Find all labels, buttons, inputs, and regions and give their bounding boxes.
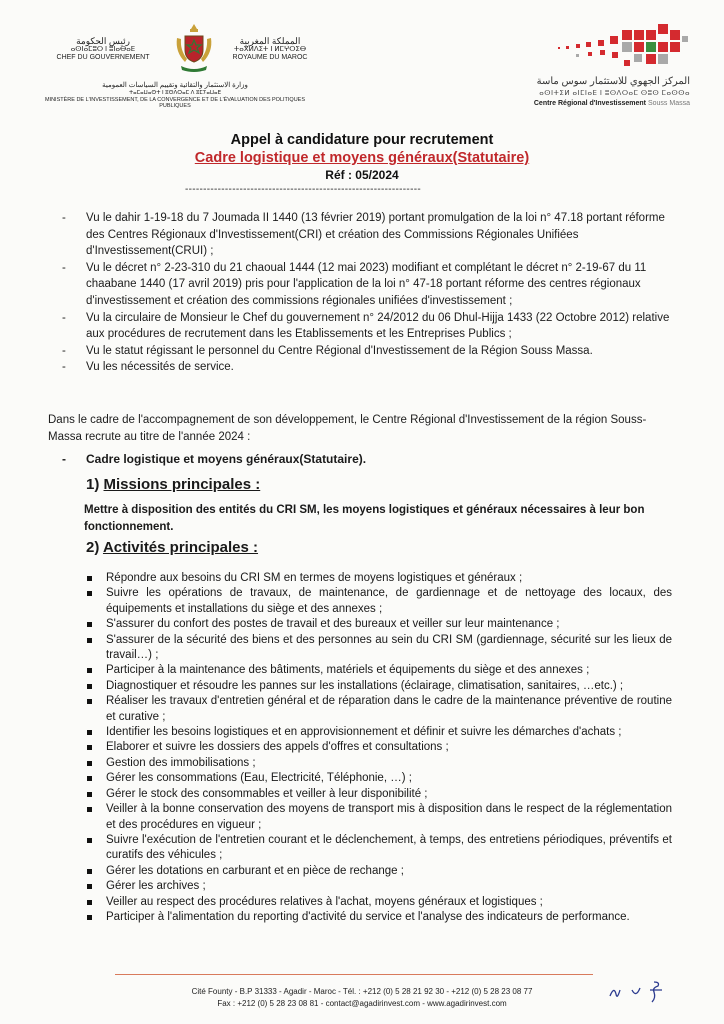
- cri-header: [460, 22, 690, 112]
- footer-contact: Fax : +212 (0) 5 28 23 08 81 - contact@agadirinvest.com - www.agadirinvest.com: [217, 999, 507, 1008]
- chef-label: CHEF DU GOUVERNEMENT: [56, 54, 150, 61]
- list-item: Participer à l'alimentation du reporting d'activité du service et l'analyse des indicateurs de performance.: [86, 910, 672, 925]
- list-item: - Vu le dahir 1-19-18 du 7 Joumada II 1440 (13 février 2019) portant promulgation de la loi n° 47.18 portant réforme des Centres Régionaux d'Investissement(CRI) et création des Commissions Régionales Unifiées d'Investissement(CRUI) ;: [62, 210, 672, 260]
- list-item: Répondre aux besoins du CRI SM en termes de moyens logistiques et généraux ;: [86, 571, 672, 586]
- list-item: Gérer les consommations (Eau, Electricité, Téléphonie, …) ;: [86, 771, 672, 786]
- activities-list: [86, 571, 672, 925]
- list-item: - Vu les nécessités de service.: [62, 359, 672, 376]
- activities-heading: [86, 539, 258, 556]
- position-dash: -: [62, 452, 66, 466]
- missions-num: 1): [86, 476, 100, 493]
- chef-gouvernement-block: [40, 36, 166, 62]
- cri-logo-icon: [540, 22, 690, 72]
- chef-tifinagh: ⴰⵙⵏⴰⵎⵓⵔ ⵏ ⵓⵏⴰⴱⴰⴹ: [70, 46, 136, 53]
- reference: Réf : 05/2024: [325, 168, 399, 182]
- activities-title: Activités principales :: [102, 539, 259, 556]
- chef-arabic: رئيس الحكومة: [76, 36, 130, 46]
- position-label: Cadre logistique et moyens généraux(Statutaire).: [86, 452, 367, 466]
- list-item: Elaborer et suivre les dossiers des appels d'offres et consultations ;: [86, 740, 672, 755]
- list-item: Diagnostiquer et résoudre les pannes sur les installations (éclairage, climatisation, sanitaires, …etc.) ;: [86, 679, 672, 694]
- ministry-arabic: وزارة الاستثمار والتقائية وتقييم السياسات العمومية: [102, 82, 248, 89]
- list-item: Réaliser les travaux d'entretien général et de réparation dans le cadre de la maintenance préventive de routine et curative ;: [86, 694, 672, 725]
- royaume-label: ROYAUME DU MAROC: [232, 54, 308, 61]
- ministry-block: [40, 82, 310, 110]
- list-item: - Vu le décret n° 2-23-310 du 21 chaoual 1444 (12 mai 2023) modifiant et complétant le décret n° 2-19-67 du 11 chaabane 1440 (17 avril 2019) pris pour l'application de la loi n° 47-18 portant réforme des centres régionaux d'investissement et création des commissions régionales unifiées d'investissement ;: [62, 260, 672, 310]
- list-item: Gérer les archives ;: [86, 879, 672, 894]
- list-item: Gérer les dotations en carburant et en pièce de rechange ;: [86, 864, 672, 879]
- intro-paragraph: Dans le cadre de l'accompagnement de son développement, le Centre Régional d'Investissement de la région Souss-Massa recrute au titre de l'année 2024 :: [48, 414, 647, 443]
- legal-references-list: [62, 210, 672, 376]
- royal-emblem-icon: [173, 22, 215, 74]
- list-item: Suivre les opérations de travaux, de maintenance, de gardiennage et de nettoyage des locaux, des équipements et installations du siège et des annexes ;: [86, 586, 672, 617]
- cri-name-label: Centre Régional d'Investissement: [533, 100, 647, 107]
- missions-text: Mettre à disposition des entités du CRI SM, les moyens logistiques et généraux nécessaires à leur bon fonctionnement.: [84, 504, 645, 533]
- footer-divider: [115, 974, 593, 975]
- list-item: - Vu la circulaire de Monsieur le Chef du gouvernement n° 24/2012 du 06 Dhul-Hijja 1433 (22 Octobre 2012) relative aux procédures de recrutement dans les Etablissements et les Entreprises Publics ;: [62, 310, 672, 343]
- list-item: S'assurer de la sécurité des biens et des personnes au sein du CRI SM (gardiennage, sécurité sur les lieux de travail…) ;: [86, 633, 672, 664]
- list-item: Gestion des immobilisations ;: [86, 756, 672, 771]
- cri-region: Souss Massa: [647, 100, 690, 107]
- ministry-label: MINISTÈRE DE L'INVESTISSEMENT, DE LA CONVERGENCE ET DE L'ÉVALUATION DES POLITIQUES PUBLIQUES: [44, 96, 306, 109]
- royaume-arabic: المملكة المغربية: [239, 36, 301, 46]
- list-item: Identifier les besoins logistiques et en approvisionnement et définir et suivre les démarches d'achats ;: [86, 725, 672, 740]
- cri-arabic: المركز الجهوي للاستثمار سوس ماسة: [536, 76, 690, 87]
- list-item: Veiller au respect des procédures relatives à l'achat, moyens généraux et logistiques ;: [86, 895, 672, 910]
- footer-address: Cité Founty - B.P 31333 - Agadir - Maroc - Tél. : +212 (0) 5 28 21 92 30 - +212 (0) 5 28 23 08 77: [191, 987, 533, 996]
- job-title: Cadre logistique et moyens généraux(Statutaire): [194, 150, 530, 166]
- government-header: [40, 22, 340, 112]
- list-item: S'assurer du confort des postes de travail et des bureaux et veiller sur leur maintenance ;: [86, 617, 672, 632]
- initials-signature-icon: [606, 978, 676, 1004]
- list-item: Veiller à la bonne conservation des moyens de transport mis à disposition dans le respect de la réglementation et des procédures en vigueur ;: [86, 802, 672, 833]
- cri-tifinagh: ⴰⵙⵏⵜⵉⵍ ⴰⵏⵎⵏⴰⴹ ⵏ ⵓⵙⴷⵔⴰⵎ ⵙⵓⵙ ⵎⴰⵙⵙⴰ: [539, 90, 690, 97]
- position-heading: [62, 452, 366, 466]
- royaume-block: [220, 36, 320, 62]
- ministry-tifinagh: ⵜⴰⵎⴰⵡⴰⵙⵜ ⵏ ⵓⵙⴷⵔⴰⵎ ⴷ ⵓⵎⵢⴰⵡⴰⴹ: [128, 90, 222, 96]
- list-item: Participer à la maintenance des bâtiments, matériels et équipements du siège et des annexes ;: [86, 663, 672, 678]
- missions-title: Missions principales :: [103, 476, 261, 493]
- royaume-tifinagh: ⵜⴰⴳⵍⴷⵉⵜ ⵏ ⵍⵎⵖⵔⵉⴱ: [233, 46, 307, 53]
- page-title: Appel à candidature pour recrutement: [230, 132, 494, 148]
- activities-num: 2): [86, 539, 100, 556]
- separator: -----------------------------------------------------------------: [185, 184, 421, 195]
- list-item: - Vu le statut régissant le personnel du Centre Régional d'Investissement de la Région Souss Massa.: [62, 343, 672, 360]
- list-item: Gérer le stock des consommables et veiller à leur disponibilité ;: [86, 787, 672, 802]
- missions-heading: [86, 476, 260, 493]
- cri-name: [534, 100, 690, 107]
- list-item: Suivre l'exécution de l'entretien courant et le déclenchement, à temps, des entretiens périodiques, préventifs et curatifs des véhicules ;: [86, 833, 672, 864]
